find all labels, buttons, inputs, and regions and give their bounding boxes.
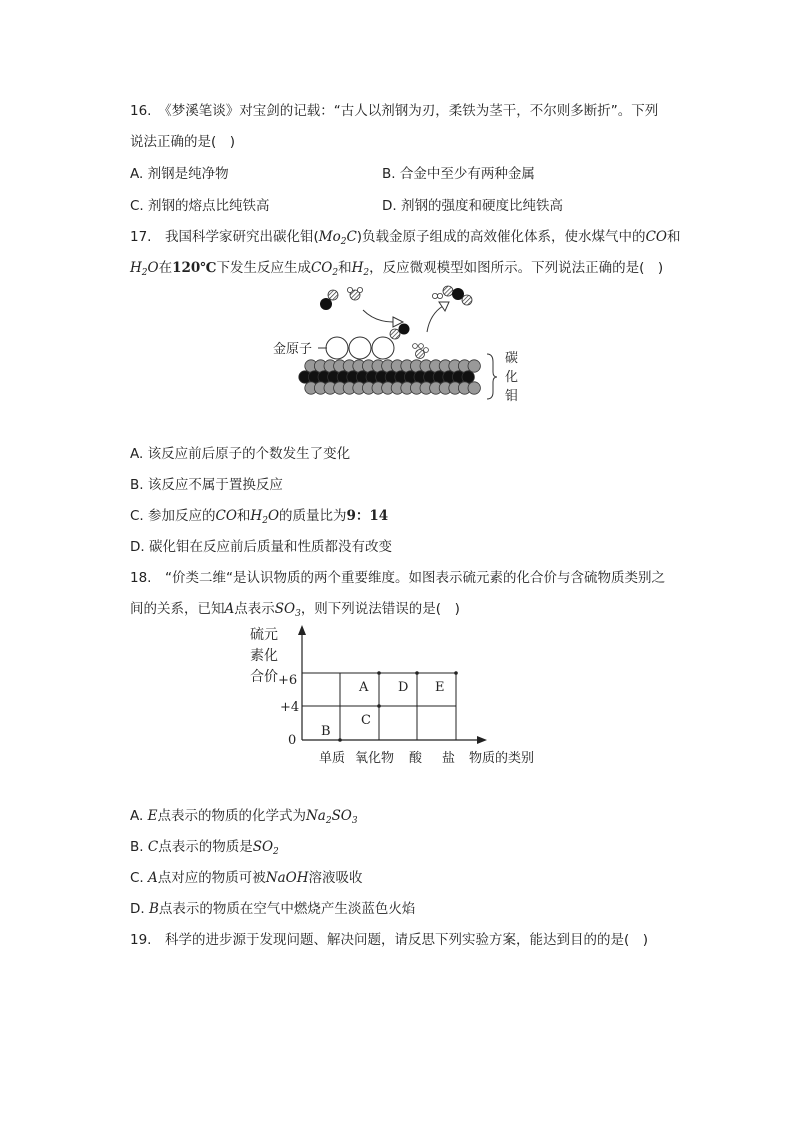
point-b (338, 738, 342, 742)
q18-option-d: D. B点表示的物质在空气中燃烧产生淡蓝色火焰 (130, 901, 416, 917)
x-cat-oxide: 氧化物 (355, 751, 395, 766)
h2o-molecule-in (347, 287, 362, 300)
y-tick-0: 0 (288, 733, 297, 748)
q17-option-b: B. 该反应不属于置换反应 (130, 477, 283, 493)
x-cat-acid: 酸 (409, 751, 423, 766)
y-axis-label-1: 硫元 (250, 627, 278, 643)
q16-option-a: A. 剂钢是纯净物 (130, 166, 229, 182)
mo-carbide-label-2: 化 (505, 370, 519, 385)
label-b: B (321, 724, 331, 739)
q16-option-d: D. 剂钢的强度和硬度比纯铁高 (382, 198, 563, 214)
point-e (454, 671, 458, 675)
gold-atoms (326, 337, 394, 359)
q17-option-a: A. 该反应前后原子的个数发生了变化 (130, 446, 351, 462)
point-c (377, 704, 381, 708)
mo-carbide-label-1: 碳 (505, 351, 519, 366)
q18-option-c: C. A点对应的物质可被NaOH溶液吸收 (130, 870, 363, 886)
brace (487, 354, 497, 399)
q17-option-d: D. 碳化钼在反应前后质量和性质都没有改变 (130, 539, 392, 555)
arrow-out (427, 306, 443, 332)
point-a (377, 671, 381, 675)
label-e: E (435, 680, 445, 695)
mo-carbide-label-3: 钼 (505, 389, 519, 404)
q16-option-b: B. 合金中至少有两种金属 (382, 166, 535, 182)
q16-stem-line2: 说法正确的是( ) (130, 134, 236, 150)
arrow-in (363, 310, 393, 322)
molybdenum-atom (468, 360, 480, 372)
label-d: D (398, 680, 409, 695)
gold-atom-label: 金原子 (273, 342, 313, 357)
q16-stem-line1: 16. 《梦溪笔谈》对宝剑的记载：“古人以剂钢为刃，柔铁为茎干，不尔则多断折”。下列 (130, 103, 659, 119)
x-axis-label: 物质的类别 (469, 751, 535, 766)
label-c: C (361, 713, 371, 728)
q18-stem-line1: 18. “价类二维“是认识物质的两个重要维度。如图表示硫元素的化合价与含硫物质类别之 (130, 570, 665, 586)
molybdenum-carbide-lattice (299, 360, 481, 394)
y-tick-4: +4 (280, 700, 300, 715)
h2-molecule-out (432, 293, 442, 298)
q16-option-c: C. 剂钢的熔点比纯铁高 (130, 198, 270, 214)
valence-class-chart (240, 622, 560, 772)
reaction-model-figure (265, 282, 535, 407)
x-cat-element: 单质 (319, 751, 346, 766)
co-molecule-in (320, 290, 338, 310)
q18-stem-line2: 间的关系，已知A点表示$SO_3$，则下列说法错误的是( ) (130, 601, 460, 619)
carbon-atom (462, 371, 474, 383)
x-cat-salt: 盐 (442, 751, 456, 766)
y-tick-6: +6 (278, 673, 298, 688)
q18-option-b: B. C点表示的物质是$SO_2$ (130, 839, 279, 857)
y-axis-label-3: 合价 (250, 669, 278, 685)
q19-stem-line1: 19. 科学的进步源于发现问题、解决问题，请反思下列实验方案，能达到目的的是( ) (130, 932, 649, 948)
q18-option-a: A. E点表示的物质的化学式为$Na_2SO_3$ (130, 808, 358, 826)
q17-stem-line1: 17. 我国科学家研究出碳化钼$(Mo_2C)$负载金原子组成的高效催化体系，使水煤气中的CO和 (130, 229, 681, 247)
point-d (415, 671, 419, 675)
label-a: A (359, 680, 369, 695)
h2o-adsorbed (413, 344, 429, 359)
y-axis-label-2: 素化 (250, 648, 278, 664)
molybdenum-atom (468, 382, 480, 394)
q17-stem-line2: $H_2O$在120℃下发生反应生成$CO_2$和$H_2$，反应微观模型如图所示。下列说法正确的是( ) (130, 260, 664, 278)
q17-option-c: C. 参加反应的CO和$H_2O$的质量比为9：14 (130, 508, 389, 526)
